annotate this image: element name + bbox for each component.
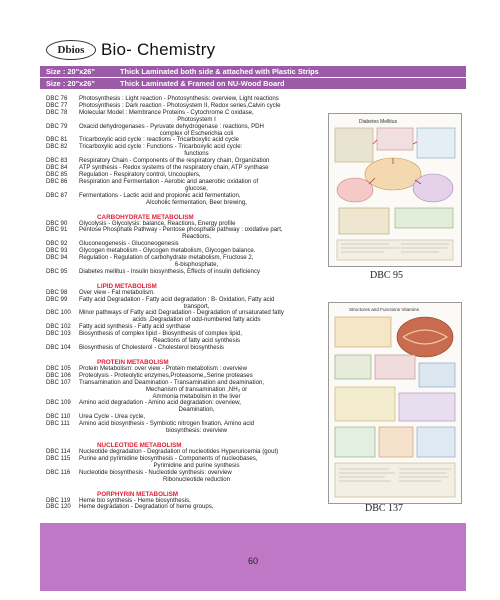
chart-code: DBC 91 (46, 226, 68, 234)
size-description: Thick Laminated & Framed on NU-Wood Board (120, 79, 285, 88)
chart-code: DBC 85 (46, 170, 68, 178)
chart-code: DBC 86 (46, 177, 68, 185)
vitamins-diagram-image (329, 303, 461, 503)
chart-entry (46, 331, 314, 345)
chart-entry (46, 110, 314, 124)
chart-description (79, 193, 314, 207)
chart-entry (46, 269, 314, 276)
description-line: Photosystem I (177, 115, 216, 123)
chart-entry (46, 310, 314, 324)
chart-entry (46, 470, 314, 484)
description-line: Nucleotide degradation - Degradation of nucleotides Hyperuricemia (gout) (79, 447, 279, 455)
footer-band (40, 523, 466, 591)
chart-code: DBC 78 (46, 108, 68, 116)
chart-entry (46, 456, 314, 470)
chart-entry (46, 193, 314, 207)
size-bar-laminated (40, 66, 466, 77)
description-line: Molecular Model : Membrance Proteins - Cytochrome C oxidase, (79, 108, 254, 116)
chart-description (79, 400, 314, 414)
chart-code: DBC 83 (46, 157, 68, 165)
chart-code: DBC 105 (46, 364, 71, 372)
description-line: Purine and pyrimidine biosynthesis - Components of nucleobases, (79, 454, 258, 462)
description-line: Regulation - Respiratory control, Uncouplers, (79, 170, 201, 178)
chart-entry (46, 297, 314, 311)
section-heading: LIPID METABOLISM (97, 282, 157, 290)
description-line: glucose, (185, 184, 208, 192)
section-heading: PROTEIN METABOLISM (97, 358, 169, 366)
chart-entry (46, 380, 314, 401)
description-line: Ammonia metabolism in the liver (152, 392, 241, 400)
description-line: Heme degradation - Degradation of heme groups, (79, 503, 214, 511)
chart-entry (46, 504, 314, 511)
chart-code: DBC 82 (46, 143, 68, 151)
chart-code: DBC 119 (46, 496, 71, 504)
chart-thumbnail-dbc137 (328, 302, 462, 504)
description-line: Fatty acid Degradation - Fatty acid degradation : B- Oxidation, Fatty acid (79, 295, 275, 303)
chart-entry (46, 345, 314, 352)
section-heading: PORPHYRIN METABOLISM (97, 490, 179, 498)
chart-description (79, 421, 314, 435)
chart-description (79, 124, 314, 138)
chart-description (79, 269, 314, 276)
size-label: Size : 20"x26" (46, 79, 95, 88)
chart-description (79, 380, 314, 401)
description-line: Reactions of fatty acid synthesis (152, 337, 241, 345)
chart-list (46, 96, 314, 511)
chart-code: DBC 95 (46, 267, 68, 275)
description-line: Glycolysis - Glycolysis: balance, Reactions, Energy profile (79, 219, 236, 227)
description-line: Pentose Phosphate Pathway - Pentose phosphate pathway : oxidative part, (79, 226, 283, 234)
chart-code: DBC 93 (46, 247, 68, 255)
chart-description (79, 310, 314, 324)
size-description: Thick Laminated both side & attached with Plastic Strips (120, 67, 319, 76)
description-line: Minor pathways of Fatty acid Degradation - Degradation of unsaturated fatty (79, 309, 284, 317)
description-line: Alcoholic fermentation, Beer brewing, (146, 198, 247, 206)
description-line: Deamination, (178, 406, 215, 414)
chart-code: DBC 114 (46, 447, 71, 455)
description-line: Ribonucleotide reduction (162, 475, 231, 483)
figure-caption: DBC 95 (370, 270, 404, 281)
chart-entry (46, 227, 314, 241)
description-line: Oxacid dehydrogenases - Pyruvate dehydrogenase : reactions, PDH (79, 122, 264, 130)
description-line: Amino acid degradation - Amino acid degradation: overview, (79, 399, 241, 407)
chart-code: DBC 90 (46, 219, 68, 227)
description-line: Proteolysis - Proteolytic enzymes,Proteasome,,Serine proteases (79, 371, 253, 379)
chart-entry (46, 400, 314, 414)
description-line: Biosynthesis of complex lipid - Biosynthesis of complex lipid, (79, 330, 242, 338)
description-line: transport, (183, 302, 210, 310)
description-line: Heme bio synthesis - Heme biosynthesis, (79, 496, 191, 504)
description-line: acids ,Degradation of odd-numbered fatty acids (132, 316, 261, 324)
chart-code: DBC 92 (46, 240, 68, 248)
description-line: Tricarboxylic acid cycle : reactions - Tricarboxylic acid cycle (79, 136, 239, 144)
chart-description (79, 297, 314, 311)
chart-code: DBC 104 (46, 344, 71, 351)
chart-code: DBC 116 (46, 468, 71, 476)
figure-inner-title: Structures and Functions Vitamins (349, 307, 419, 312)
description-line: Tricarboxylic acid cycle : Functions - Tricarboxylic acid cycle: (79, 143, 243, 151)
chart-code: DBC 110 (46, 413, 71, 421)
description-line: Transamination and Deamination - Transamination and deamination, (79, 378, 265, 386)
figure-caption: DBC 137 (365, 503, 404, 514)
description-line: complex of Escherichia coli (159, 129, 234, 137)
description-line: Photosynthesis : Light reaction - Photosynthesis: overview, Light reactions (79, 95, 279, 102)
page-title: Bio- Chemistry (101, 40, 216, 59)
chart-entry (46, 421, 314, 435)
description-line: Reactions, (182, 233, 211, 241)
figure-inner-title: Diabetes Mellitus (359, 119, 398, 125)
chart-code: DBC 106 (46, 371, 71, 379)
chart-entry (46, 255, 314, 269)
chart-description (79, 331, 314, 345)
description-line: ATP synthesis - Redox systems of the respiratory chain, ATP synthase (79, 164, 269, 172)
chart-description (79, 227, 314, 241)
diabetes-diagram-image (329, 114, 461, 266)
description-line: Diabetes mellitus - Insulin biosynthesis, Effects of insulin deficiency (79, 267, 261, 275)
chart-description (79, 110, 314, 124)
description-line: Protein Metabolism: over view - Protein metabolism : overview (79, 364, 247, 372)
chart-code: DBC 120 (46, 503, 71, 511)
size-label: Size : 20"x26" (46, 67, 95, 76)
chart-description (79, 179, 314, 193)
chart-entry (46, 124, 314, 138)
description-line: Glycogen metabolism - Glycogen metabolism, Glycogen balance. (79, 247, 256, 255)
section-heading: CARBOHYDRATE METABOLISM (97, 213, 194, 221)
description-line: Regulation - Regulation of carbohydrate metabolism, Fructose 2, (79, 254, 254, 262)
chart-entry (46, 144, 314, 158)
chart-description (79, 345, 314, 352)
page-number: 60 (247, 556, 258, 566)
description-line: Fermentations - Lactic acid and propionic acid fermentation, (79, 191, 241, 199)
description-line: 6-bisphosphate, (174, 260, 219, 268)
description-line: Mechanism of transamination ,NH₃ or (145, 385, 248, 393)
description-line: Amino acid biosynthesis - Symbiotic nitrogen fixation, Amino acid (79, 420, 255, 428)
description-line: Respiratory Chain - Components of the respiratory chain, Organization (79, 157, 270, 165)
chart-code: DBC 103 (46, 330, 71, 338)
chart-code: DBC 81 (46, 136, 68, 144)
description-line: functions (184, 150, 209, 158)
size-bar-framed (40, 78, 466, 89)
description-line: biosynthesis: overview (166, 427, 227, 435)
section-heading: NUCLEOTIDE METABOLISM (97, 441, 182, 449)
chart-code: DBC 109 (46, 399, 71, 407)
logo-text: Dbios (57, 44, 85, 56)
chart-code: DBC 77 (46, 101, 68, 109)
description-line: Photosynthesis : Dark reaction - Photosystem II, Redox series,Calvin cycle (79, 101, 281, 109)
chart-description (79, 470, 314, 484)
chart-code: DBC 100 (46, 309, 71, 317)
chart-code: DBC 99 (46, 295, 68, 303)
chart-code: DBC 84 (46, 164, 68, 172)
chart-code: DBC 98 (46, 288, 68, 296)
chart-description (79, 504, 314, 511)
chart-entry (46, 179, 314, 193)
chart-thumbnail-dbc95 (328, 113, 462, 267)
description-line: Over view - Fat metabolism. (79, 288, 155, 296)
brand-logo (46, 40, 96, 60)
description-line: Pyrimidine and purine synthesis (153, 461, 240, 469)
description-line: Fatty acid synthesis - Fatty acid synthase (79, 323, 191, 331)
chart-code: DBC 102 (46, 323, 71, 331)
chart-code: DBC 94 (46, 254, 68, 262)
chart-code: DBC 111 (46, 420, 70, 428)
chart-code: DBC 76 (46, 95, 68, 102)
description-line: Urea Cycle - Urea cycle, (79, 413, 146, 421)
chart-description (79, 255, 314, 269)
description-line: Nucleotide biosynthesis - Nucleotide synthesis: overview (79, 468, 232, 476)
chart-code: DBC 79 (46, 122, 68, 130)
chart-code: DBC 87 (46, 191, 68, 199)
chart-description (79, 144, 314, 158)
description-line: Biosynthesis of Cholesterol - Cholesterol biosynthesis (79, 344, 224, 351)
description-line: Gluconeogenesis - Gluconeogenesis (79, 240, 179, 248)
description-line: Respiration and Fermentation - Aerobic and anaerobic oxidation of (79, 177, 259, 185)
chart-description (79, 456, 314, 470)
chart-code: DBC 115 (46, 454, 71, 462)
chart-code: DBC 107 (46, 378, 71, 386)
